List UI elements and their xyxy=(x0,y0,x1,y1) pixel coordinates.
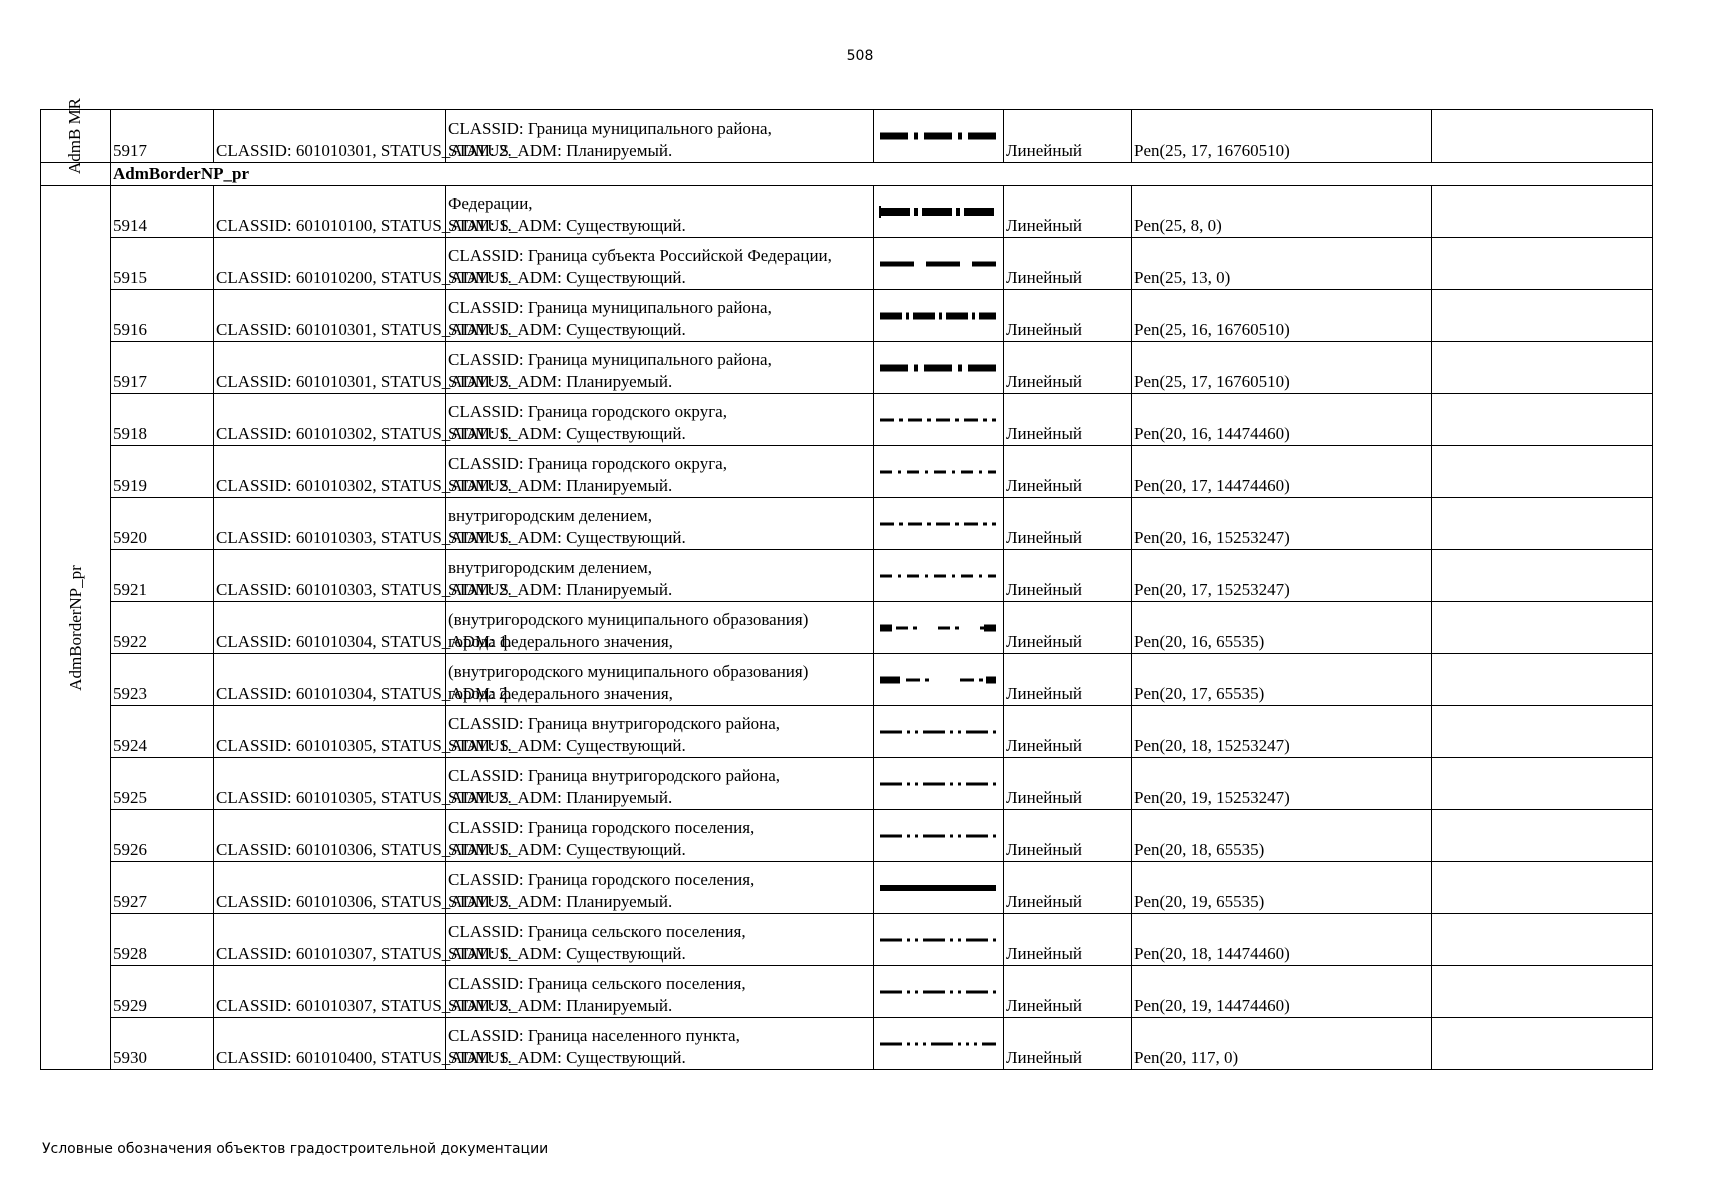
row-description: CLASSID: Граница внутригородского района, STATUS_ADM: Планируемый. xyxy=(446,758,874,810)
row-description: CLASSID: Граница муниципального района, STATUS_ADM: Существующий. xyxy=(446,290,874,342)
row-id: 5923 xyxy=(111,654,214,706)
row-description: CLASSID: Граница муниципального района, STATUS_ADM: Планируемый. xyxy=(446,342,874,394)
table-row xyxy=(41,498,1653,550)
line-symbol xyxy=(874,394,1004,446)
row-classid: CLASSID: 601010306, STATUS_ADM: 1. xyxy=(214,810,446,862)
line-symbol xyxy=(874,290,1004,342)
row-empty xyxy=(1432,186,1653,238)
row-empty xyxy=(1432,342,1653,394)
row-type: Линейный xyxy=(1004,914,1132,966)
row-classid: CLASSID: 601010100, STATUS_ADM: 1. xyxy=(214,186,446,238)
row-pen: Pen(20, 16, 15253247) xyxy=(1132,498,1432,550)
legend-table xyxy=(40,97,1653,1070)
row-type: Линейный xyxy=(1004,966,1132,1018)
row-pen: Pen(25, 16, 16760510) xyxy=(1132,290,1432,342)
row-id: 5915 xyxy=(111,238,214,290)
row-pen: Pen(20, 18, 65535) xyxy=(1132,810,1432,862)
row-empty xyxy=(1432,914,1653,966)
row-description: внутригородским делением, STATUS_ADM: Планируемый. xyxy=(446,550,874,602)
row-classid: CLASSID: 601010301, STATUS_ADM: 1. xyxy=(214,290,446,342)
row-pen: Pen(20, 19, 65535) xyxy=(1132,862,1432,914)
row-description: CLASSID: Граница городского округа, STATUS_ADM: Существующий. xyxy=(446,394,874,446)
row-type: Линейный xyxy=(1004,290,1132,342)
line-symbol xyxy=(874,498,1004,550)
row-type: Линейный xyxy=(1004,550,1132,602)
row-type: Линейный xyxy=(1004,446,1132,498)
row-description: CLASSID: Граница городского поселения, STATUS_ADM: Существующий. xyxy=(446,810,874,862)
row-pen: Pen(20, 16, 65535) xyxy=(1132,602,1432,654)
row-id: 5917 xyxy=(111,342,214,394)
row-description: CLASSID: Граница субъекта Российской Федерации, STATUS_ADM: Существующий. xyxy=(446,238,874,290)
row-type: Линейный xyxy=(1004,498,1132,550)
row-pen: Pen(20, 19, 15253247) xyxy=(1132,758,1432,810)
row-id: 5914 xyxy=(111,186,214,238)
line-symbol xyxy=(874,446,1004,498)
row-classid: CLASSID: 601010303, STATUS_ADM: 1. xyxy=(214,498,446,550)
row-empty xyxy=(1432,758,1653,810)
line-symbol xyxy=(874,810,1004,862)
row-classid: CLASSID: 601010303, STATUS_ADM: 2. xyxy=(214,550,446,602)
row-empty xyxy=(1432,550,1653,602)
footer-text: Условные обозначения объектов градостроительной документации xyxy=(42,1141,549,1157)
row-description: (внутригородского муниципального образования) города федерального значения, xyxy=(446,654,874,706)
row-classid: CLASSID: 601010304, STATUS_ADM: 1. xyxy=(214,602,446,654)
row-classid: CLASSID: 601010302, STATUS_ADM: 1. xyxy=(214,394,446,446)
row-id: 5928 xyxy=(111,914,214,966)
table-row xyxy=(41,914,1653,966)
row-pen: Pen(20, 18, 15253247) xyxy=(1132,706,1432,758)
row-empty xyxy=(1432,602,1653,654)
table-row xyxy=(41,706,1653,758)
row-empty xyxy=(1432,110,1653,163)
row-id: 5916 xyxy=(111,290,214,342)
table-row xyxy=(41,654,1653,706)
row-classid: CLASSID: 601010306, STATUS_ADM: 2. xyxy=(214,862,446,914)
row-id: 5922 xyxy=(111,602,214,654)
row-id: 5925 xyxy=(111,758,214,810)
table-row xyxy=(41,290,1653,342)
line-symbol xyxy=(874,1018,1004,1070)
row-id: 5929 xyxy=(111,966,214,1018)
row-description: CLASSID: Граница муниципального района, STATUS_ADM: Планируемый. xyxy=(446,110,874,163)
row-description: внутригородским делением, STATUS_ADM: Существующий. xyxy=(446,498,874,550)
table-row xyxy=(41,186,1653,238)
row-description: CLASSID: Граница городского округа, STATUS_ADM: Планируемый. xyxy=(446,446,874,498)
row-pen: Pen(25, 13, 0) xyxy=(1132,238,1432,290)
line-symbol xyxy=(874,110,1004,163)
row-type: Линейный xyxy=(1004,1018,1132,1070)
row-empty xyxy=(1432,238,1653,290)
row-description: CLASSID: Граница городского поселения, STATUS_ADM: Планируемый. xyxy=(446,862,874,914)
row-pen: Pen(20, 17, 15253247) xyxy=(1132,550,1432,602)
row-classid: CLASSID: 601010400, STATUS_ADM: 1. xyxy=(214,1018,446,1070)
row-classid: CLASSID: 601010307, STATUS_ADM: 1. xyxy=(214,914,446,966)
row-classid: CLASSID: 601010200, STATUS_ADM: 1. xyxy=(214,238,446,290)
row-description: CLASSID: Граница сельского поселения, STATUS_ADM: Планируемый. xyxy=(446,966,874,1018)
table-row xyxy=(41,394,1653,446)
row-id: 5921 xyxy=(111,550,214,602)
row-id: 5927 xyxy=(111,862,214,914)
row-type: Линейный xyxy=(1004,342,1132,394)
row-description: (внутригородского муниципального образования) города федерального значения, xyxy=(446,602,874,654)
row-description: Федерации, STATUS_ADM: Существующий. xyxy=(446,186,874,238)
line-symbol xyxy=(874,342,1004,394)
line-symbol xyxy=(874,862,1004,914)
table-row xyxy=(41,238,1653,290)
row-pen: Pen(20, 117, 0) xyxy=(1132,1018,1432,1070)
table-row xyxy=(41,966,1653,1018)
table-row xyxy=(41,110,1653,163)
row-type: Линейный xyxy=(1004,758,1132,810)
row-description: CLASSID: Граница сельского поселения, STATUS_ADM: Существующий. xyxy=(446,914,874,966)
line-symbol xyxy=(874,186,1004,238)
row-empty xyxy=(1432,446,1653,498)
row-empty xyxy=(1432,706,1653,758)
row-type: Линейный xyxy=(1004,186,1132,238)
row-id: 5917 xyxy=(111,110,214,163)
row-pen: Pen(25, 8, 0) xyxy=(1132,186,1432,238)
row-empty xyxy=(1432,498,1653,550)
line-symbol xyxy=(874,966,1004,1018)
row-type: Линейный xyxy=(1004,862,1132,914)
section-row xyxy=(41,163,1653,186)
page-number: 508 xyxy=(846,48,874,64)
row-empty xyxy=(1432,394,1653,446)
row-empty xyxy=(1432,862,1653,914)
line-symbol xyxy=(874,238,1004,290)
row-pen: Pen(20, 18, 14474460) xyxy=(1132,914,1432,966)
line-symbol xyxy=(874,758,1004,810)
row-pen: Pen(25, 17, 16760510) xyxy=(1132,110,1432,163)
table-row xyxy=(41,758,1653,810)
row-pen: Pen(20, 17, 65535) xyxy=(1132,654,1432,706)
table-row xyxy=(41,602,1653,654)
row-id: 5924 xyxy=(111,706,214,758)
section-title: AdmBorderNP_pr xyxy=(111,163,1653,186)
row-pen: Pen(20, 17, 14474460) xyxy=(1132,446,1432,498)
row-id: 5920 xyxy=(111,498,214,550)
row-type: Линейный xyxy=(1004,394,1132,446)
row-id: 5926 xyxy=(111,810,214,862)
row-classid: CLASSID: 601010305, STATUS_ADM: 1. xyxy=(214,706,446,758)
line-symbol xyxy=(874,550,1004,602)
line-symbol xyxy=(874,654,1004,706)
row-empty xyxy=(1432,810,1653,862)
row-id: 5918 xyxy=(111,394,214,446)
row-classid: CLASSID: 601010307, STATUS_ADM: 2. xyxy=(214,966,446,1018)
row-id: 5919 xyxy=(111,446,214,498)
row-type: Линейный xyxy=(1004,810,1132,862)
row-id: 5930 xyxy=(111,1018,214,1070)
row-type: Линейный xyxy=(1004,110,1132,163)
line-symbol xyxy=(874,706,1004,758)
line-symbol xyxy=(874,914,1004,966)
row-type: Линейный xyxy=(1004,602,1132,654)
row-pen: Pen(25, 17, 16760510) xyxy=(1132,342,1432,394)
table-row xyxy=(41,342,1653,394)
row-classid: CLASSID: 601010305, STATUS_ADM: 2. xyxy=(214,758,446,810)
row-pen: Pen(20, 16, 14474460) xyxy=(1132,394,1432,446)
group-label-main: AdmBorderNP_pr xyxy=(41,186,111,1070)
row-type: Линейный xyxy=(1004,238,1132,290)
line-symbol xyxy=(874,602,1004,654)
table-row xyxy=(41,810,1653,862)
row-description: CLASSID: Граница внутригородского района, STATUS_ADM: Существующий. xyxy=(446,706,874,758)
table-row xyxy=(41,862,1653,914)
table-row xyxy=(41,550,1653,602)
group-label-top: AdmB MR xyxy=(41,110,111,163)
row-classid: CLASSID: 601010301, STATUS_ADM: 2. xyxy=(214,110,446,163)
table-row xyxy=(41,1018,1653,1070)
row-type: Линейный xyxy=(1004,654,1132,706)
row-classid: CLASSID: 601010301, STATUS_ADM: 2. xyxy=(214,342,446,394)
row-classid: CLASSID: 601010302, STATUS_ADM: 2. xyxy=(214,446,446,498)
row-classid: CLASSID: 601010304, STATUS_ADM: 2. xyxy=(214,654,446,706)
row-type: Линейный xyxy=(1004,706,1132,758)
row-description: CLASSID: Граница населенного пункта, STATUS_ADM: Существующий. xyxy=(446,1018,874,1070)
row-empty xyxy=(1432,290,1653,342)
table-row xyxy=(41,446,1653,498)
row-empty xyxy=(1432,1018,1653,1070)
row-empty xyxy=(1432,654,1653,706)
row-empty xyxy=(1432,966,1653,1018)
row-pen: Pen(20, 19, 14474460) xyxy=(1132,966,1432,1018)
